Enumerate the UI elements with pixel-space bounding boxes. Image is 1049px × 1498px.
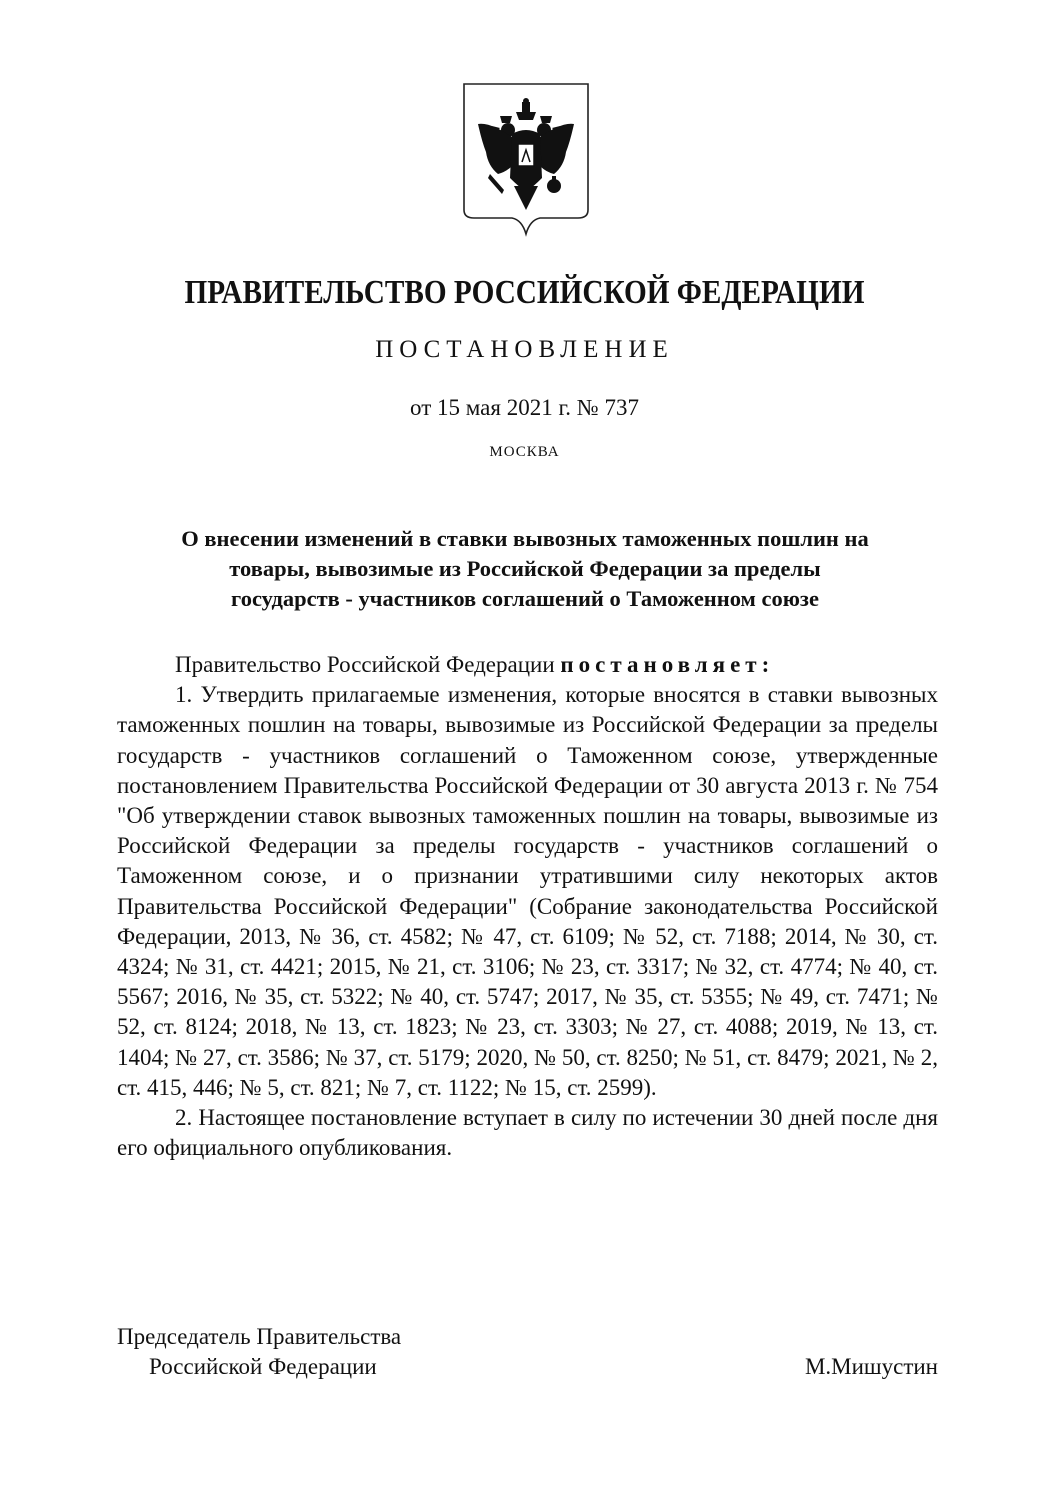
- signatory-name: М.Мишустин: [804, 1354, 938, 1379]
- document-date-number: от 15 мая 2021 г. № 737: [410, 395, 639, 420]
- signatory-position-line: Российской Федерации: [149, 1354, 377, 1379]
- preamble-emphasis: постановляет:: [560, 652, 775, 677]
- document-subject: [110, 524, 940, 614]
- coat-of-arms-emblem: [460, 82, 592, 238]
- document-body: [117, 650, 938, 1163]
- signatory-position: [117, 1322, 401, 1382]
- double-headed-eagle-icon: [460, 82, 592, 238]
- signatory-position-line: Председатель Правительства: [117, 1324, 402, 1349]
- preamble-text: Правительство Российской Федерации: [175, 652, 561, 677]
- document-type: ПОСТАНОВЛЕНИЕ: [375, 336, 674, 363]
- preamble: [117, 650, 938, 680]
- subject-line: О внесении изменений в ставки вывозных таможенных пошлин на: [181, 526, 869, 551]
- issuing-authority-title: ПРАВИТЕЛЬСТВО РОССИЙСКОЙ ФЕДЕРАЦИИ: [184, 274, 865, 311]
- paragraph-1: 1. Утвердить прилагаемые изменения, которые вносятся в ставки вывозных таможенных пошлин на товары, вывозимые из Российской Федерации за пределы государств - участников соглашений о Таможенном союзе, утвержденные постановлением Правительства Российской Федерации от 30 августа 2013 г. № 754 "Об утверждении ставок вывозных таможенных пошлин на товары, вывозимые из Российской Федерации за пределы государств - участников соглашений о Таможенном союзе, и о признании утратившими силу некоторых актов Правительства Российской Федерации" (Собрание законодательства Российской Федерации, 2013, № 36, ст. 4582; № 47, ст. 6109; № 52, ст. 7188; 2014, № 30, ст. 4324; № 31, ст. 4421; 2015, № 21, ст. 3106; № 23, ст. 3317; № 32, ст. 4774; № 40, ст. 5567; 2016, № 35, ст. 5322; № 40, ст. 5747; 2017, № 35, ст. 5355; № 49, ст. 7471; № 52, ст. 8124; 2018, № 13, ст. 1823; № 23, ст. 3303; № 27, ст. 4088; 2019, № 13, ст. 1404; № 27, ст. 3586; № 37, ст. 5179; 2020, № 50, ст. 8250; № 51, ст. 8479; 2021, № 2, ст. 415, 446; № 5, ст. 821; № 7, ст. 1122; № 15, ст. 2599).: [117, 682, 938, 1100]
- paragraph-2: 2. Настоящее постановление вступает в силу по истечении 30 дней после дня его официального опубликования.: [117, 1105, 938, 1161]
- subject-line: товары, вывозимые из Российской Федерации за пределы: [229, 556, 821, 581]
- document-city: МОСКВА: [489, 444, 560, 460]
- subject-line: государств - участников соглашений о Таможенном союзе: [231, 586, 819, 611]
